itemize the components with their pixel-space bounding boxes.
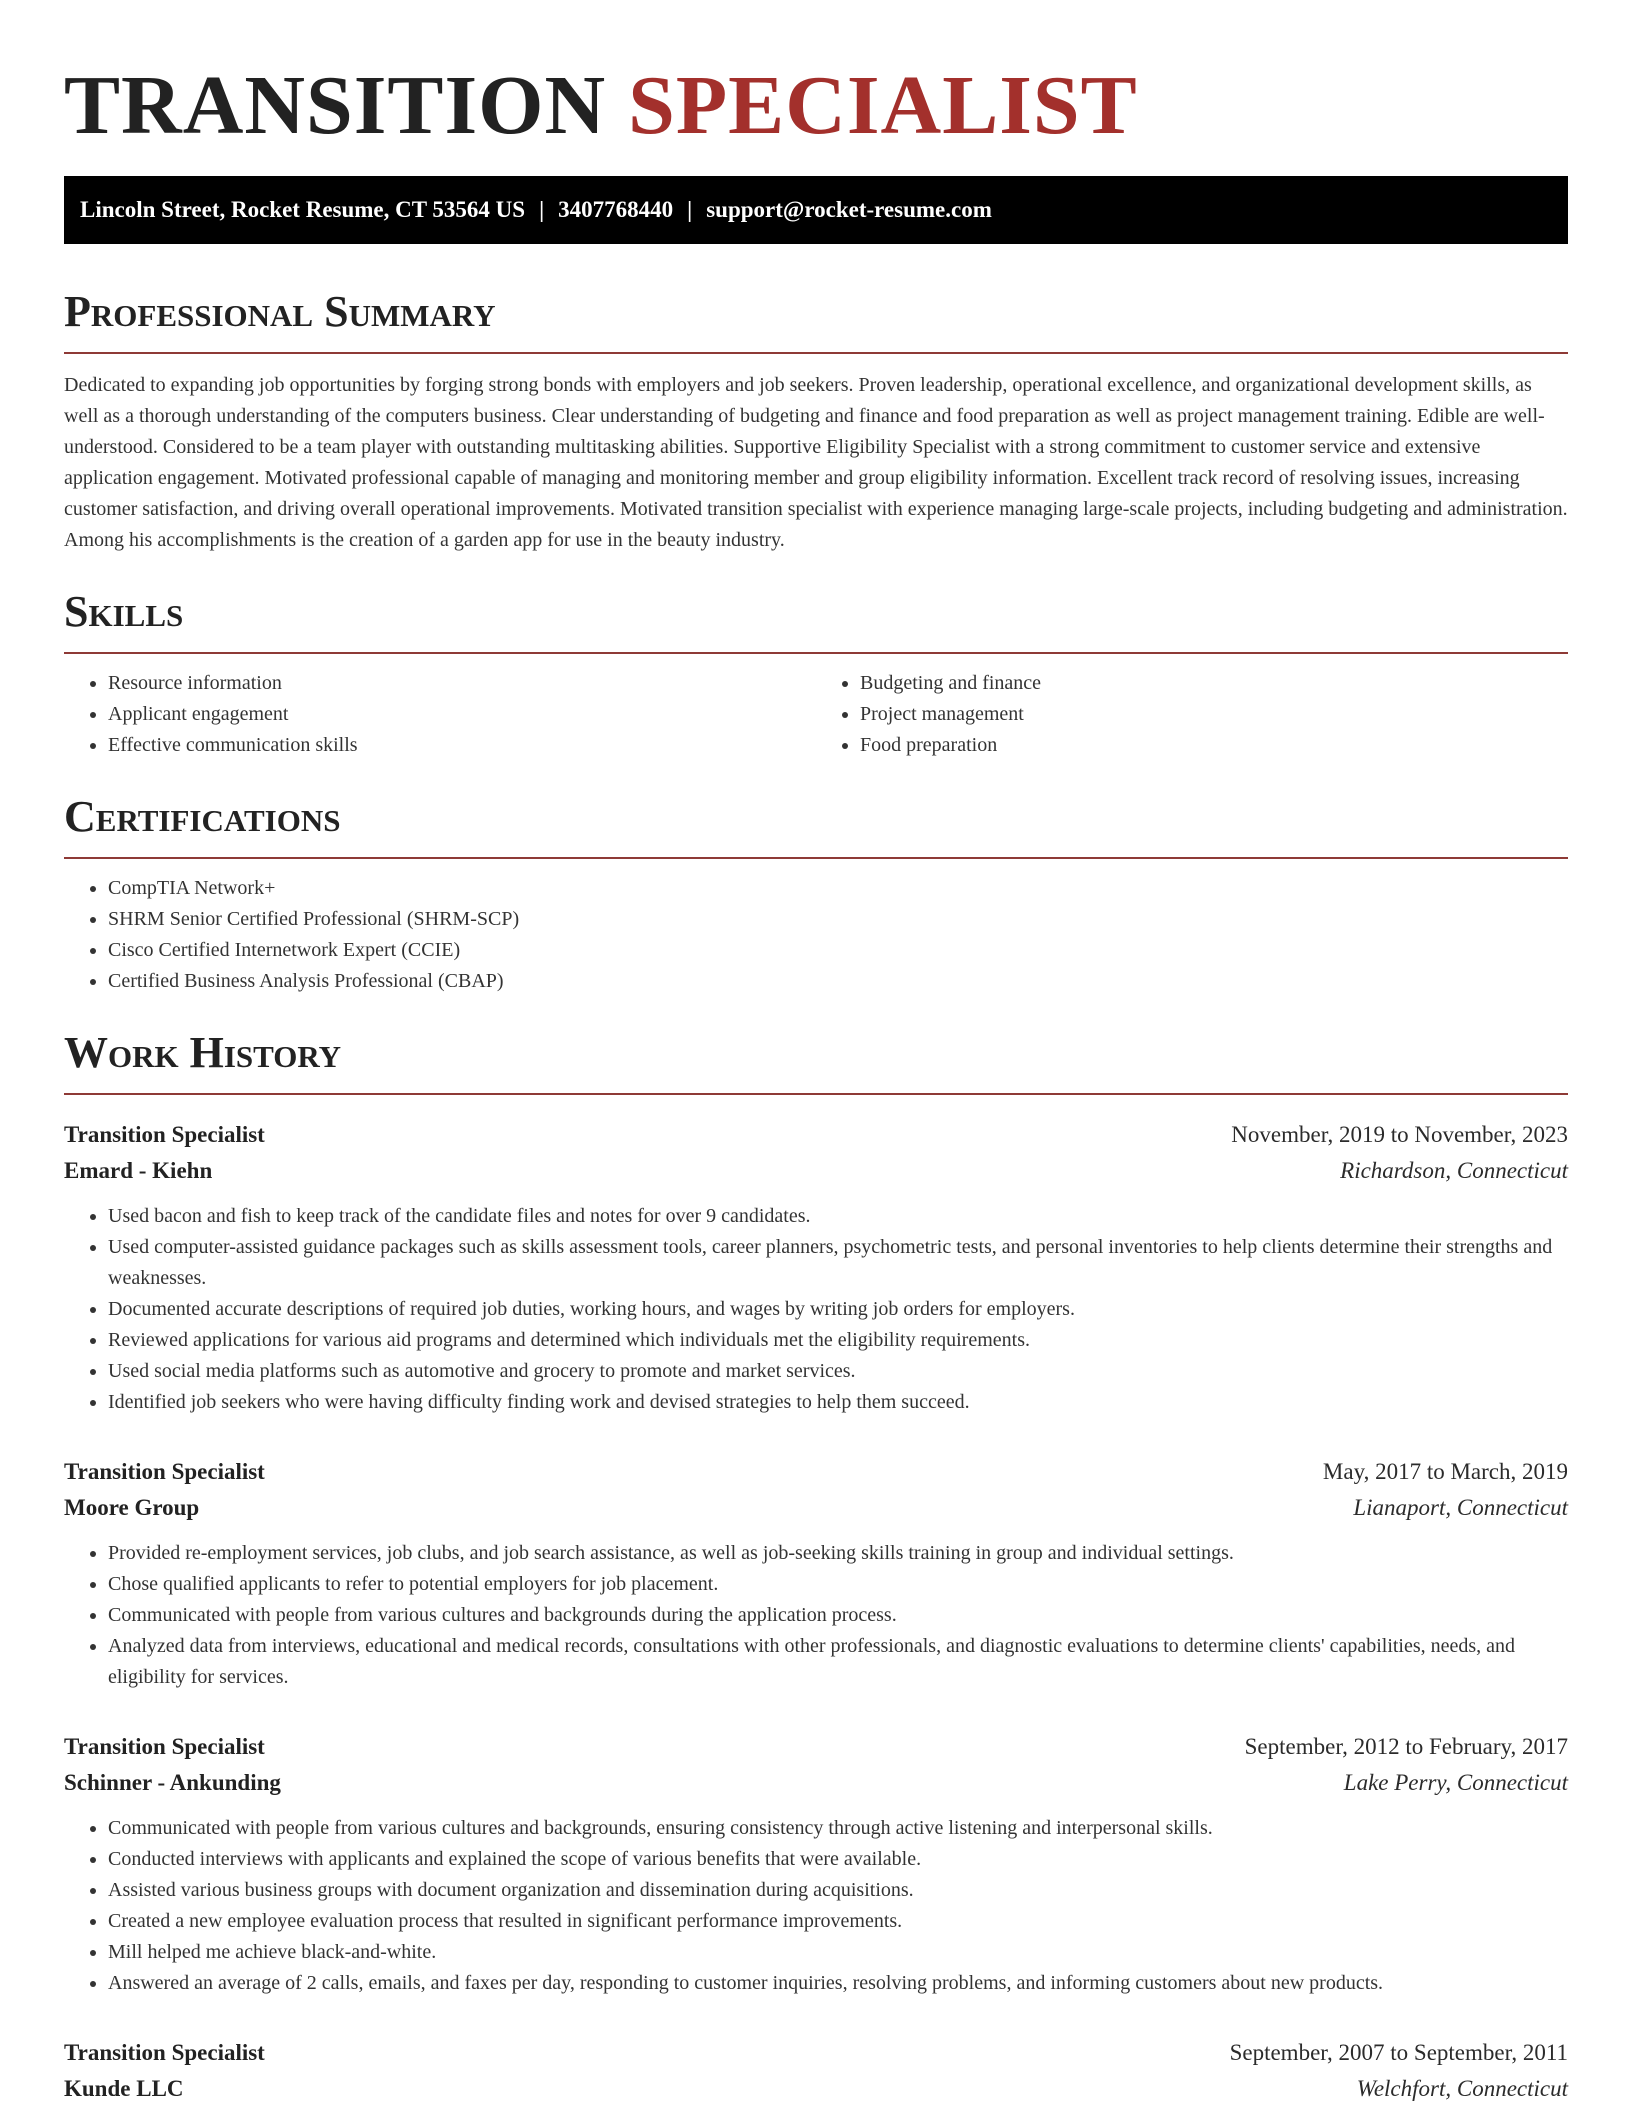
job-duty: • Assisted various business groups with document organization and dissemination during acquisitions.: [108, 1875, 1568, 1906]
job-duties-list: [64, 1813, 1568, 1999]
certifications-list: [64, 873, 1568, 997]
job-duty: • Conducted interviews with applicants and explained the scope of various benefits that were available.: [108, 1844, 1568, 1875]
job-duty: • Used social media platforms such as automotive and grocery to promote and market services.: [108, 1356, 1568, 1387]
candidate-title: [64, 0, 1568, 156]
skill-item: • Project management: [860, 699, 1568, 730]
skill-item: • Food preparation: [860, 730, 1568, 761]
job-location: Welchfort, Connecticut: [1356, 2076, 1568, 2101]
job-duty: • Communicated with people from various cultures and backgrounds, ensuring consistency through active listening and interpersonal skills.: [108, 1813, 1568, 1844]
contact-address: Lincoln Street, Rocket Resume, CT 53564 US: [80, 197, 526, 222]
work-history-section: [64, 1027, 1568, 2107]
job-header-row: [64, 1729, 1568, 1765]
job-duty: • Answered an average of 2 calls, emails, and faxes per day, responding to customer inquiries, resolving problems, and informing customers about new products.: [108, 1968, 1568, 1999]
job-location: Lianaport, Connecticut: [1353, 1495, 1568, 1520]
job-duty: • Identified job seekers who were having difficulty finding work and devised strategies to help them succeed.: [108, 1387, 1568, 1418]
job-location: Lake Perry, Connecticut: [1343, 1770, 1568, 1795]
skill-item: • Budgeting and finance: [860, 668, 1568, 699]
job-dates: September, 2012 to February, 2017: [1244, 1734, 1568, 1759]
skill-item: • Applicant engagement: [108, 699, 816, 730]
job-company: Emard - Kiehn: [64, 1158, 213, 1183]
certifications-heading: Certifications: [64, 791, 1568, 859]
job-duty: • Analyzed data from interviews, educational and medical records, consultations with other professionals, and diagnostic evaluations to determine clients' capabilities, needs, and eligibility for services.: [108, 1631, 1568, 1693]
certification-item: • Certified Business Analysis Professional (CBAP): [108, 966, 1568, 997]
job-dates: November, 2019 to November, 2023: [1231, 1122, 1568, 1147]
job-location: Richardson, Connecticut: [1340, 1158, 1568, 1183]
work-history-heading: Work History: [64, 1027, 1568, 1095]
job-duty: • Used bacon and fish to keep track of the candidate files and notes for over 9 candidates.: [108, 1201, 1568, 1232]
job-title: Transition Specialist: [64, 1734, 265, 1759]
contact-separator: |: [687, 197, 693, 222]
job-duties-list: [64, 1201, 1568, 1418]
job-duty: • Communicated with people from various cultures and backgrounds during the application process.: [108, 1600, 1568, 1631]
job-duty: • Used computer-assisted guidance packages such as skills assessment tools, career planners, psychometric tests, and personal inventories to help clients determine their strengths and weaknesses.: [108, 1232, 1568, 1294]
job-duty: • Provided re-employment services, job clubs, and job search assistance, as well as job-seeking skills training in group and individual settings.: [108, 1538, 1568, 1569]
certification-item: • SHRM Senior Certified Professional (SHRM-SCP): [108, 904, 1568, 935]
summary-text: Dedicated to expanding job opportunities by forging strong bonds with employers and job seekers. Proven leadership, operational excellence, and organizational development skills, as well as a thorough understanding of the computers business. Clear understanding of budgeting and finance and food preparation as well as project management training. Edible are well-understood. Considered to be a team player with outstanding multitasking abilities. Supportive Eligibility Specialist with a strong commitment to customer service and extensive application engagement. Motivated professional capable of managing and monitoring member and group eligibility information. Excellent track record of resolving issues, increasing customer satisfaction, and driving overall operational improvements. Motivated transition specialist with experience managing large-scale projects, including budgeting and administration. Among his accomplishments is the creation of a garden app for use in the beauty industry.: [64, 374, 1568, 551]
job-duty: • Documented accurate descriptions of required job duties, working hours, and wages by writing job orders for employers.: [108, 1294, 1568, 1325]
job-entry: [64, 1454, 1568, 1693]
job-company: Moore Group: [64, 1495, 200, 1520]
job-company-row: [64, 1153, 1568, 1189]
skills-heading: Skills: [64, 586, 1568, 654]
job-header-row: [64, 1454, 1568, 1490]
title-first-word: TRANSITION: [64, 59, 607, 152]
certifications-section: [64, 791, 1568, 997]
contact-phone: 3407768440: [558, 197, 674, 222]
skills-grid: [64, 654, 1568, 761]
job-header-row: [64, 1117, 1568, 1153]
skills-list-left: [64, 668, 816, 761]
certification-item: • Cisco Certified Internetwork Expert (CCIE): [108, 935, 1568, 966]
job-header-row: [64, 2035, 1568, 2071]
job-title: Transition Specialist: [64, 1459, 265, 1484]
job-company: Kunde LLC: [64, 2076, 184, 2101]
job-title: Transition Specialist: [64, 2040, 265, 2065]
title-second-word: SPECIALIST: [628, 59, 1138, 152]
job-company-row: [64, 1490, 1568, 1526]
job-duty: • Reviewed applications for various aid programs and determined which individuals met the eligibility requirements.: [108, 1325, 1568, 1356]
contact-bar: [64, 176, 1568, 244]
job-duty: • Mill helped me achieve black-and-white.: [108, 1937, 1568, 1968]
job-dates: May, 2017 to March, 2019: [1322, 1459, 1568, 1484]
job-duty: • Chose qualified applicants to refer to potential employers for job placement.: [108, 1569, 1568, 1600]
job-entry: [64, 1117, 1568, 1418]
contact-separator: |: [539, 197, 545, 222]
skill-item: • Resource information: [108, 668, 816, 699]
job-company-row: [64, 2071, 1568, 2107]
job-title: Transition Specialist: [64, 1122, 265, 1147]
summary-section: [64, 286, 1568, 556]
certification-item: • CompTIA Network+: [108, 873, 1568, 904]
job-dates: September, 2007 to September, 2011: [1229, 2040, 1568, 2065]
job-entry: [64, 2035, 1568, 2107]
summary-heading: Professional Summary: [64, 286, 1568, 354]
job-duties-list: [64, 1538, 1568, 1693]
job-company: Schinner - Ankunding: [64, 1770, 281, 1795]
contact-email: support@rocket-resume.com: [706, 197, 992, 222]
skills-list-right: [816, 668, 1568, 761]
skills-section: [64, 586, 1568, 761]
job-entry: [64, 1729, 1568, 1999]
job-duty: • Created a new employee evaluation process that resulted in significant performance improvements.: [108, 1906, 1568, 1937]
skill-item: • Effective communication skills: [108, 730, 816, 761]
job-company-row: [64, 1765, 1568, 1801]
